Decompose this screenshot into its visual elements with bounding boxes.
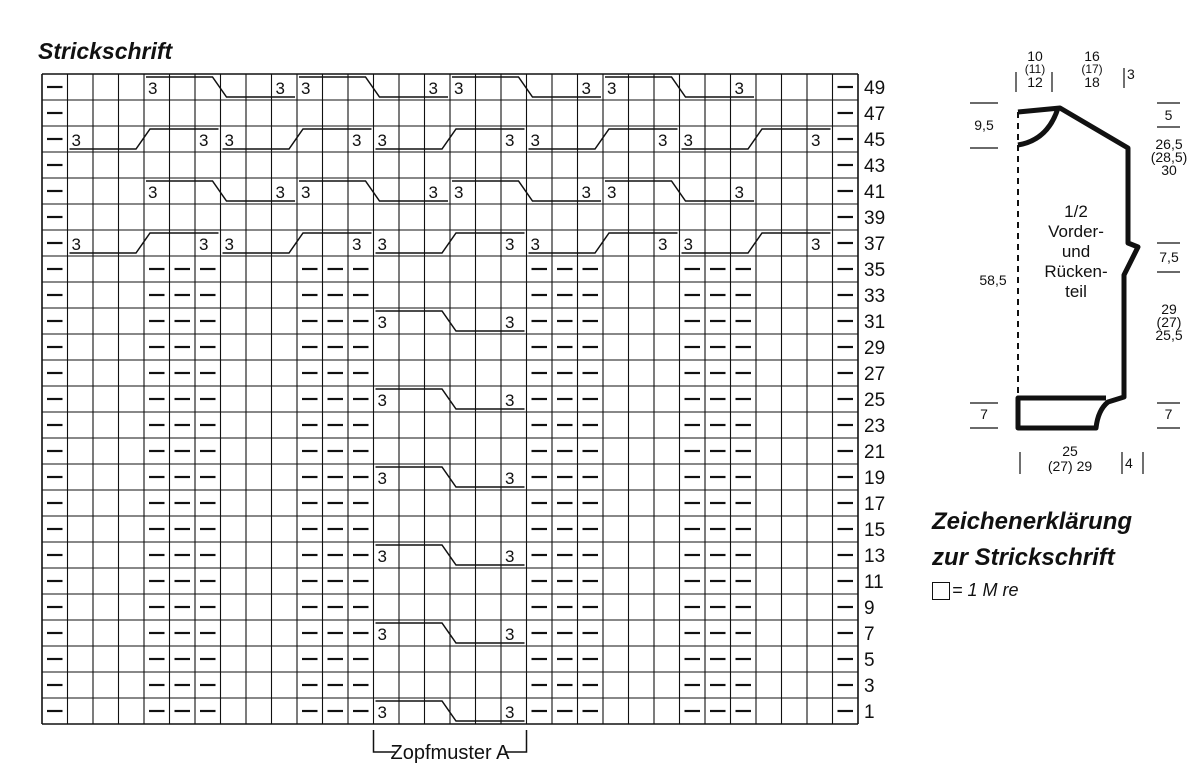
cable-number: 3 <box>505 235 515 254</box>
cable-number: 3 <box>581 79 591 98</box>
row-label: 37 <box>864 234 886 255</box>
cable-number: 3 <box>428 183 438 202</box>
cable-number: 3 <box>275 79 285 98</box>
cable-number: 3 <box>199 131 209 150</box>
cable-number: 3 <box>505 313 515 332</box>
cable-number: 3 <box>734 79 744 98</box>
row-label: 27 <box>864 364 886 385</box>
cable-number: 3 <box>71 131 81 150</box>
cable-number: 3 <box>428 79 438 98</box>
cable-number: 3 <box>224 131 234 150</box>
row-label: 45 <box>864 130 886 151</box>
legend-item-label: = 1 M re <box>952 580 1019 600</box>
cable-number: 3 <box>377 313 387 332</box>
cable-number: 3 <box>148 183 158 202</box>
cable-number: 3 <box>683 131 693 150</box>
cable-number: 3 <box>658 235 668 254</box>
dim-top-edge: 3 <box>1127 66 1135 82</box>
dim-armhole-shaping: 7,5 <box>1159 249 1179 265</box>
cable-number: 3 <box>377 547 387 566</box>
cable-number: 3 <box>377 469 387 488</box>
cable-number: 3 <box>352 235 362 254</box>
cable-number: 3 <box>683 235 693 254</box>
dim-width: 25 (27) 29 <box>1047 443 1093 474</box>
row-label: 35 <box>864 260 886 281</box>
cable-number: 3 <box>275 183 285 202</box>
cable-number: 3 <box>811 235 821 254</box>
row-label: 29 <box>864 338 886 359</box>
cable-number: 3 <box>505 625 515 644</box>
cable-number: 3 <box>148 79 158 98</box>
row-label: 41 <box>864 182 886 203</box>
cable-number: 3 <box>352 131 362 150</box>
dim-top-left: 10 (11) 12 <box>1024 48 1046 90</box>
dim-armhole-height: 26,5 (28,5) 30 <box>1150 136 1188 178</box>
row-label: 1 <box>864 702 875 723</box>
dim-bottom-edge: 4 <box>1125 455 1133 471</box>
cable-number: 3 <box>505 547 515 566</box>
row-label: 11 <box>864 572 884 593</box>
row-label: 3 <box>864 676 875 697</box>
dim-hem-left: 7 <box>980 406 988 422</box>
cable-number: 3 <box>224 235 234 254</box>
row-label: 47 <box>864 104 886 125</box>
row-label: 13 <box>864 546 886 567</box>
row-label: 21 <box>864 442 886 463</box>
row-label: 15 <box>864 520 886 541</box>
dim-neck-depth: 9,5 <box>974 117 994 133</box>
schematic-body-label: 1/2 Vorder- und Rücken- teil <box>1044 202 1108 301</box>
pattern-bracket-label: Zopfmuster A <box>390 742 510 764</box>
dim-total-length: 58,5 <box>979 272 1007 288</box>
cable-number: 3 <box>301 183 311 202</box>
cable-number: 3 <box>505 469 515 488</box>
cable-number: 3 <box>454 79 464 98</box>
cable-number: 3 <box>199 235 209 254</box>
cable-number: 3 <box>530 235 540 254</box>
cable-number: 3 <box>377 235 387 254</box>
cable-number: 3 <box>454 183 464 202</box>
cable-number: 3 <box>581 183 591 202</box>
cable-number: 3 <box>301 79 311 98</box>
chart-title: Strickschrift <box>38 38 173 64</box>
cable-number: 3 <box>377 391 387 410</box>
cable-number: 3 <box>377 625 387 644</box>
cable-number: 3 <box>377 703 387 722</box>
row-label: 49 <box>864 78 886 99</box>
cable-number: 3 <box>607 79 617 98</box>
dim-shoulder-drop: 5 <box>1164 107 1173 123</box>
cable-number: 3 <box>377 131 387 150</box>
row-label: 5 <box>864 650 875 671</box>
cable-number: 3 <box>530 131 540 150</box>
row-label: 31 <box>864 312 886 333</box>
legend-subtitle: zur Strickschrift <box>932 544 1115 571</box>
cable-number: 3 <box>811 131 821 150</box>
cable-number: 3 <box>658 131 668 150</box>
dim-side-length: 29 (27) 25,5 <box>1155 301 1183 343</box>
row-label: 33 <box>864 286 886 307</box>
row-label: 43 <box>864 156 886 177</box>
legend-title: Zeichenerklärung <box>932 508 1133 535</box>
row-label: 17 <box>864 494 886 515</box>
cable-number: 3 <box>607 183 617 202</box>
cable-number: 3 <box>734 183 744 202</box>
cable-number: 3 <box>71 235 81 254</box>
row-label: 39 <box>864 208 886 229</box>
row-label: 7 <box>864 624 875 645</box>
cable-number: 3 <box>505 131 515 150</box>
row-label: 25 <box>864 390 886 411</box>
row-label: 9 <box>864 598 875 619</box>
dim-hem-right: 7 <box>1164 406 1173 422</box>
cable-number: 3 <box>505 703 515 722</box>
knit-stitch-symbol <box>932 582 950 600</box>
row-label: 19 <box>864 468 886 489</box>
dim-top-right: 16 (17) 18 <box>1081 48 1103 90</box>
cable-number: 3 <box>505 391 515 410</box>
row-label: 23 <box>864 416 886 437</box>
